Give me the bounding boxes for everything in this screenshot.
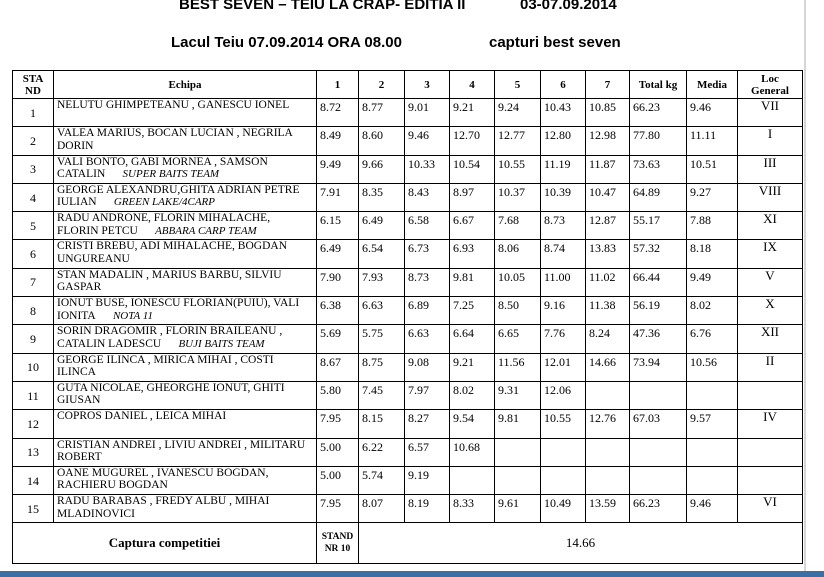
day-3-weight: 6.89 (405, 297, 450, 325)
team-names: SORIN DRAGOMIR , FLORIN BRAILEANU , CATALIN LADESCU (57, 325, 283, 350)
day-4-weight: 7.25 (450, 297, 495, 325)
day-4-weight: 10.68 (450, 438, 495, 466)
header-average: Media (687, 71, 738, 99)
team-cell (54, 353, 317, 381)
table-row (13, 212, 803, 240)
table-row (13, 183, 803, 211)
total-kg-cell: 73.94 (630, 353, 687, 381)
day-3-weight: 6.57 (405, 438, 450, 466)
table-row (13, 438, 803, 466)
day-5-weight: 7.68 (495, 212, 541, 240)
team-cell (54, 240, 317, 268)
total-kg-cell: 55.17 (630, 212, 687, 240)
day-3-weight: 6.73 (405, 240, 450, 268)
day-7-weight: 10.47 (586, 183, 630, 211)
average-cell: 7.88 (687, 212, 738, 240)
place-cell: VI (738, 495, 803, 523)
place-cell: XII (738, 325, 803, 353)
document-title (0, 0, 824, 16)
day-2-weight: 8.35 (359, 183, 405, 211)
day-6-weight (541, 438, 586, 466)
footer-label: Captura competitiei (13, 523, 317, 564)
footer-stand (317, 523, 359, 564)
header-overall-place: Loc General (738, 71, 803, 99)
table-row (13, 240, 803, 268)
day-6-weight: 8.74 (541, 240, 586, 268)
subtitle-location-time: Lacul Teiu 07.09.2014 ORA 08.00 (171, 34, 402, 51)
table-row (13, 381, 803, 409)
day-3-weight: 9.01 (405, 99, 450, 127)
day-5-weight: 10.37 (495, 183, 541, 211)
average-cell: 8.02 (687, 297, 738, 325)
team-names: GEORGE ALEXANDRU,GHITA ADRIAN PETRE IULIAN (57, 183, 300, 209)
team-cell (54, 268, 317, 296)
place-cell: X (738, 297, 803, 325)
average-cell: 10.56 (687, 353, 738, 381)
total-kg-cell: 56.19 (630, 297, 687, 325)
team-cell (54, 381, 317, 409)
day-4-weight: 8.33 (450, 495, 495, 523)
stand-cell: 14 (13, 466, 54, 494)
total-kg-cell: 77.80 (630, 127, 687, 155)
day-1-weight: 8.72 (317, 99, 359, 127)
day-5-weight: 10.05 (495, 268, 541, 296)
day-3-weight: 9.08 (405, 353, 450, 381)
day-5-weight: 11.56 (495, 353, 541, 381)
footer-stand-line1: STAND (321, 532, 354, 543)
day-7-weight: 12.87 (586, 212, 630, 240)
table-row (13, 325, 803, 353)
total-kg-cell: 64.89 (630, 183, 687, 211)
day-5-weight: 8.06 (495, 240, 541, 268)
day-5-weight (495, 466, 541, 494)
day-7-weight: 12.76 (586, 410, 630, 438)
header-day-1: 1 (317, 71, 359, 99)
team-cell (54, 297, 317, 325)
team-sponsor: ABBARA CARP TEAM (155, 224, 257, 237)
team-names: VALEA MARIUS, BOCAN LUCIAN , NEGRILA DORIN (57, 127, 293, 152)
stand-cell: 4 (13, 183, 54, 211)
average-cell: 9.27 (687, 183, 738, 211)
stand-cell: 7 (13, 268, 54, 296)
team-sponsor: BUJI BAITS TEAM (178, 337, 265, 350)
team-names: RADU BARABAS , FREDY ALBU , MIHAI MLADINOVICI (57, 495, 270, 520)
stand-cell: 1 (13, 99, 54, 127)
place-cell: I (738, 127, 803, 155)
team-cell (54, 438, 317, 466)
day-5-weight: 12.77 (495, 127, 541, 155)
day-3-weight: 8.19 (405, 495, 450, 523)
team-cell (54, 410, 317, 438)
table-row (13, 297, 803, 325)
day-7-weight: 11.38 (586, 297, 630, 325)
day-7-weight (586, 466, 630, 494)
day-6-weight: 12.80 (541, 127, 586, 155)
day-2-weight: 9.66 (359, 155, 405, 183)
total-kg-cell: 66.23 (630, 99, 687, 127)
stand-cell: 3 (13, 155, 54, 183)
day-1-weight: 7.91 (317, 183, 359, 211)
day-2-weight: 8.07 (359, 495, 405, 523)
day-3-weight: 9.19 (405, 466, 450, 494)
stand-cell: 13 (13, 438, 54, 466)
average-cell (687, 466, 738, 494)
total-kg-cell: 67.03 (630, 410, 687, 438)
day-3-weight: 8.73 (405, 268, 450, 296)
day-1-weight: 7.90 (317, 268, 359, 296)
header-team: Echipa (54, 71, 317, 99)
page-edge (804, 0, 806, 577)
footer-stand-line2: NR 10 (324, 544, 351, 555)
team-names: STAN MADALIN , MARIUS BARBU, SILVIU GASPAR (57, 268, 282, 294)
day-4-weight: 10.54 (450, 155, 495, 183)
place-cell: XI (738, 212, 803, 240)
day-5-weight: 9.81 (495, 410, 541, 438)
day-6-weight: 10.43 (541, 99, 586, 127)
day-7-weight: 13.59 (586, 495, 630, 523)
stand-cell: 5 (13, 212, 54, 240)
header-day-2: 2 (359, 71, 405, 99)
team-names: NELUTU GHIMPETEANU , GANESCU IONEL (57, 99, 290, 111)
table-row (13, 410, 803, 438)
team-cell (54, 212, 317, 240)
average-cell (687, 438, 738, 466)
team-names: GUTA NICOLAE, GHEORGHE IONUT, GHITI GIUSAN (57, 381, 285, 407)
day-1-weight: 8.49 (317, 127, 359, 155)
day-2-weight: 7.93 (359, 268, 405, 296)
stand-cell: 9 (13, 325, 54, 353)
team-cell (54, 325, 317, 353)
day-2-weight: 5.74 (359, 466, 405, 494)
stand-cell: 2 (13, 127, 54, 155)
total-kg-cell (630, 466, 687, 494)
day-2-weight: 5.75 (359, 325, 405, 353)
average-cell: 6.76 (687, 325, 738, 353)
day-4-weight: 6.93 (450, 240, 495, 268)
day-5-weight: 8.50 (495, 297, 541, 325)
day-6-weight: 7.76 (541, 325, 586, 353)
results-table (12, 70, 803, 564)
total-kg-cell: 66.44 (630, 268, 687, 296)
place-cell (738, 466, 803, 494)
footer-best-catch: 14.66 (359, 523, 803, 564)
day-2-weight: 8.77 (359, 99, 405, 127)
day-1-weight: 5.00 (317, 466, 359, 494)
day-4-weight: 6.67 (450, 212, 495, 240)
day-5-weight: 10.55 (495, 155, 541, 183)
day-2-weight: 6.63 (359, 297, 405, 325)
day-3-weight: 6.58 (405, 212, 450, 240)
place-cell: IX (738, 240, 803, 268)
day-1-weight: 5.69 (317, 325, 359, 353)
place-cell: III (738, 155, 803, 183)
day-5-weight: 9.24 (495, 99, 541, 127)
table-row (13, 353, 803, 381)
title-text: BEST SEVEN – TEIU LA CRAP- EDITIA II (179, 0, 466, 13)
day-4-weight: 8.02 (450, 381, 495, 409)
day-6-weight: 10.39 (541, 183, 586, 211)
average-cell: 9.46 (687, 495, 738, 523)
stand-cell: 6 (13, 240, 54, 268)
place-cell: VII (738, 99, 803, 127)
day-7-weight: 11.02 (586, 268, 630, 296)
day-4-weight: 9.21 (450, 99, 495, 127)
day-1-weight: 8.67 (317, 353, 359, 381)
team-names: GEORGE ILINCA , MIRICA MIHAI , COSTI ILINCA (57, 353, 274, 379)
team-names: OANE MUGUREL , IVANESCU BOGDAN, RACHIERU BOGDAN (57, 466, 269, 492)
results-body (13, 99, 803, 523)
team-cell (54, 155, 317, 183)
day-3-weight: 9.46 (405, 127, 450, 155)
team-names: CRISTI BREBU, ADI MIHALACHE, BOGDAN UNGUREANU (57, 240, 288, 265)
day-1-weight: 7.95 (317, 495, 359, 523)
day-7-weight (586, 381, 630, 409)
stand-cell: 15 (13, 495, 54, 523)
stand-cell: 12 (13, 410, 54, 438)
average-cell: 8.18 (687, 240, 738, 268)
day-3-weight: 10.33 (405, 155, 450, 183)
header-day-7: 7 (586, 71, 630, 99)
day-4-weight: 6.64 (450, 325, 495, 353)
team-cell (54, 183, 317, 211)
day-7-weight: 11.87 (586, 155, 630, 183)
day-3-weight: 8.43 (405, 183, 450, 211)
table-row (13, 495, 803, 523)
day-7-weight: 13.83 (586, 240, 630, 268)
day-1-weight: 5.00 (317, 438, 359, 466)
total-kg-cell (630, 438, 687, 466)
day-3-weight: 8.27 (405, 410, 450, 438)
team-sponsor: GREEN LAKE/4CARP (113, 196, 215, 209)
average-cell: 11.11 (687, 127, 738, 155)
day-1-weight: 7.95 (317, 410, 359, 438)
day-1-weight: 9.49 (317, 155, 359, 183)
stand-cell: 10 (13, 353, 54, 381)
average-cell: 9.46 (687, 99, 738, 127)
day-6-weight: 10.49 (541, 495, 586, 523)
day-6-weight: 12.06 (541, 381, 586, 409)
average-cell: 9.57 (687, 410, 738, 438)
place-cell: II (738, 353, 803, 381)
average-cell (687, 381, 738, 409)
day-7-weight (586, 438, 630, 466)
day-3-weight: 7.97 (405, 381, 450, 409)
place-cell (738, 438, 803, 466)
place-cell (738, 381, 803, 409)
stand-cell: 8 (13, 297, 54, 325)
total-kg-cell: 66.23 (630, 495, 687, 523)
day-6-weight: 11.19 (541, 155, 586, 183)
day-2-weight: 8.75 (359, 353, 405, 381)
day-1-weight: 6.15 (317, 212, 359, 240)
team-names: VALI BONTO, GABI MORNEA , SAMSON CATALIN (57, 155, 268, 181)
stand-cell: 11 (13, 381, 54, 409)
average-cell: 10.51 (687, 155, 738, 183)
day-4-weight: 9.54 (450, 410, 495, 438)
day-1-weight: 5.80 (317, 381, 359, 409)
header-total-kg: Total kg (630, 71, 687, 99)
table-row (13, 466, 803, 494)
day-4-weight (450, 466, 495, 494)
title-date-range: 03-07.09.2014 (520, 0, 617, 13)
day-2-weight: 6.22 (359, 438, 405, 466)
team-sponsor: NOTA 11 (112, 309, 153, 322)
day-7-weight: 10.85 (586, 99, 630, 127)
total-kg-cell: 47.36 (630, 325, 687, 353)
window-bottom-bar (0, 571, 824, 577)
day-2-weight: 7.45 (359, 381, 405, 409)
header-row (13, 71, 803, 99)
footer-row (13, 523, 803, 564)
day-2-weight: 8.15 (359, 410, 405, 438)
day-6-weight (541, 466, 586, 494)
day-6-weight: 11.00 (541, 268, 586, 296)
subtitle-captures: capturi best seven (489, 34, 621, 51)
place-cell: IV (738, 410, 803, 438)
average-cell: 9.49 (687, 268, 738, 296)
team-names: CRISTIAN ANDREI , LIVIU ANDREI , MILITARU ROBERT (57, 438, 306, 464)
total-kg-cell: 57.32 (630, 240, 687, 268)
place-cell: VIII (738, 183, 803, 211)
place-cell: V (738, 268, 803, 296)
team-sponsor: SUPER BAITS TEAM (122, 168, 220, 181)
total-kg-cell (630, 381, 687, 409)
header-stand: STA ND (13, 71, 54, 99)
day-3-weight: 6.63 (405, 325, 450, 353)
header-day-3: 3 (405, 71, 450, 99)
team-cell (54, 495, 317, 523)
day-2-weight: 6.49 (359, 212, 405, 240)
day-5-weight (495, 438, 541, 466)
day-2-weight: 8.60 (359, 127, 405, 155)
day-5-weight: 6.65 (495, 325, 541, 353)
team-cell (54, 127, 317, 155)
day-5-weight: 9.31 (495, 381, 541, 409)
day-7-weight: 8.24 (586, 325, 630, 353)
table-row (13, 268, 803, 296)
team-names: COPROS DANIEL , LEICA MIHAI (57, 410, 227, 423)
day-4-weight: 8.97 (450, 183, 495, 211)
day-1-weight: 6.38 (317, 297, 359, 325)
header-day-6: 6 (541, 71, 586, 99)
day-4-weight: 9.21 (450, 353, 495, 381)
header-day-4: 4 (450, 71, 495, 99)
table-row (13, 155, 803, 183)
day-6-weight: 8.73 (541, 212, 586, 240)
table-row (13, 127, 803, 155)
team-cell (54, 99, 317, 127)
team-names: IONUT BUSE, IONESCU FLORIAN(PUIU), VALI IONITA (57, 297, 300, 322)
day-4-weight: 9.81 (450, 268, 495, 296)
day-6-weight: 12.01 (541, 353, 586, 381)
header-day-5: 5 (495, 71, 541, 99)
day-7-weight: 12.98 (586, 127, 630, 155)
day-4-weight: 12.70 (450, 127, 495, 155)
day-6-weight: 9.16 (541, 297, 586, 325)
day-2-weight: 6.54 (359, 240, 405, 268)
day-1-weight: 6.49 (317, 240, 359, 268)
team-names: RADU ANDRONE, FLORIN MIHALACHE, FLORIN PETCU (57, 212, 271, 237)
total-kg-cell: 73.63 (630, 155, 687, 183)
day-7-weight: 14.66 (586, 353, 630, 381)
day-6-weight: 10.55 (541, 410, 586, 438)
team-cell (54, 466, 317, 494)
day-5-weight: 9.61 (495, 495, 541, 523)
table-row (13, 99, 803, 127)
